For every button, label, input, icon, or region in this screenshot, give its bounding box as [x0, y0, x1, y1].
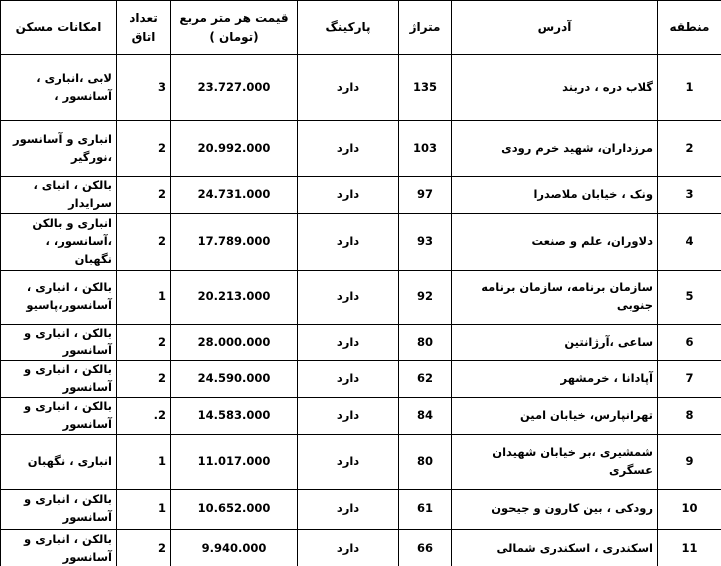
cell-region: 10 — [658, 489, 721, 529]
cell-price: 14.583.000 — [171, 397, 298, 434]
cell-amenities: لابی ،انباری ، آسانسور ، — [1, 55, 117, 121]
cell-price: 11.017.000 — [171, 434, 298, 489]
table-row — [1, 397, 721, 434]
cell-amenities: بالکن ، انباری ، آسانسور،پاسیو — [1, 270, 117, 324]
cell-amenities: انباری و آسانسور ،نورگیر — [1, 121, 117, 177]
header-price-line2: (تومان ) — [209, 29, 259, 44]
cell-address: مرزداران، شهید خرم رودی — [452, 121, 658, 177]
cell-region: 3 — [658, 177, 721, 214]
table-row — [1, 489, 721, 529]
cell-rooms: 2 — [117, 324, 171, 361]
cell-address: اسکندری ، اسکندری شمالی — [452, 529, 658, 566]
cell-amenities: بالکن ، انباری و آسانسور — [1, 529, 117, 566]
header-address: آدرس — [452, 1, 658, 55]
cell-parking: دارد — [298, 270, 399, 324]
cell-price: 28.000.000 — [171, 324, 298, 361]
cell-price: 20.992.000 — [171, 121, 298, 177]
cell-area: 62 — [399, 361, 452, 398]
cell-address: ساعی ،آرژانتین — [452, 324, 658, 361]
cell-amenities: انباری ، نگهبان — [1, 434, 117, 489]
header-region: منطقه — [658, 1, 721, 55]
header-amenities: امکانات مسکن — [1, 1, 117, 55]
cell-parking: دارد — [298, 434, 399, 489]
cell-region: 4 — [658, 213, 721, 270]
cell-rooms: 2 — [117, 121, 171, 177]
cell-amenities: بالکن ، انباری و آسانسور — [1, 324, 117, 361]
cell-area: 97 — [399, 177, 452, 214]
cell-rooms: 2 — [117, 529, 171, 566]
header-price — [171, 1, 298, 55]
table-row — [1, 434, 721, 489]
cell-price: 24.731.000 — [171, 177, 298, 214]
cell-area: 92 — [399, 270, 452, 324]
cell-region: 8 — [658, 397, 721, 434]
cell-parking: دارد — [298, 55, 399, 121]
cell-rooms: 2. — [117, 397, 171, 434]
cell-amenities: بالکن ، انباری و آسانسور — [1, 489, 117, 529]
cell-rooms: 1 — [117, 270, 171, 324]
table-row — [1, 121, 721, 177]
table-row — [1, 213, 721, 270]
cell-amenities: انباری و بالکن ،آسانسور، ، نگهبان — [1, 213, 117, 270]
cell-price: 23.727.000 — [171, 55, 298, 121]
cell-area: 61 — [399, 489, 452, 529]
cell-address: ونک ، خیابان ملاصدرا — [452, 177, 658, 214]
cell-region: 6 — [658, 324, 721, 361]
cell-parking: دارد — [298, 177, 399, 214]
table-row — [1, 361, 721, 398]
cell-parking: دارد — [298, 213, 399, 270]
cell-amenities: بالکن ، انباری و آسانسور — [1, 397, 117, 434]
cell-area: 80 — [399, 434, 452, 489]
cell-region: 2 — [658, 121, 721, 177]
cell-region: 5 — [658, 270, 721, 324]
cell-parking: دارد — [298, 489, 399, 529]
header-rooms-line1: تعداد — [129, 10, 158, 25]
cell-parking: دارد — [298, 397, 399, 434]
header-rooms — [117, 1, 171, 55]
cell-rooms: 1 — [117, 489, 171, 529]
cell-parking: دارد — [298, 529, 399, 566]
cell-region: 9 — [658, 434, 721, 489]
table-row — [1, 324, 721, 361]
cell-address: تهرانپارس، خیابان امین — [452, 397, 658, 434]
cell-address: شمشیری ،بر خیابان شهیدان عسگری — [452, 434, 658, 489]
table-row — [1, 270, 721, 324]
header-price-line1: قیمت هر متر مربع — [179, 10, 289, 25]
cell-area: 80 — [399, 324, 452, 361]
cell-address: گلاب دره ، دربند — [452, 55, 658, 121]
cell-parking: دارد — [298, 361, 399, 398]
cell-amenities: بالکن ، انبای ، سرایدار — [1, 177, 117, 214]
cell-region: 11 — [658, 529, 721, 566]
cell-price: 17.789.000 — [171, 213, 298, 270]
cell-address: رودکی ، بین کارون و جیحون — [452, 489, 658, 529]
cell-area: 66 — [399, 529, 452, 566]
header-parking: پارکینگ — [298, 1, 399, 55]
header-rooms-line2: اتاق — [131, 29, 156, 44]
cell-area: 93 — [399, 213, 452, 270]
cell-price: 9.940.000 — [171, 529, 298, 566]
table-header-row — [1, 1, 721, 55]
cell-area: 103 — [399, 121, 452, 177]
cell-address: آپادانا ، خرمشهر — [452, 361, 658, 398]
cell-price: 10.652.000 — [171, 489, 298, 529]
table-row — [1, 55, 721, 121]
cell-address: دلاوران، علم و صنعت — [452, 213, 658, 270]
cell-area: 84 — [399, 397, 452, 434]
cell-rooms: 3 — [117, 55, 171, 121]
cell-area: 135 — [399, 55, 452, 121]
cell-amenities: بالکن ، انباری و آسانسور — [1, 361, 117, 398]
cell-rooms: 2 — [117, 177, 171, 214]
cell-region: 7 — [658, 361, 721, 398]
cell-price: 24.590.000 — [171, 361, 298, 398]
cell-rooms: 2 — [117, 213, 171, 270]
cell-price: 20.213.000 — [171, 270, 298, 324]
cell-rooms: 2 — [117, 361, 171, 398]
cell-parking: دارد — [298, 324, 399, 361]
cell-region: 1 — [658, 55, 721, 121]
cell-rooms: 1 — [117, 434, 171, 489]
cell-parking: دارد — [298, 121, 399, 177]
cell-address: سازمان برنامه، سازمان برنامه جنوبی — [452, 270, 658, 324]
header-area: متراژ — [399, 1, 452, 55]
table-row — [1, 529, 721, 566]
table-row — [1, 177, 721, 214]
